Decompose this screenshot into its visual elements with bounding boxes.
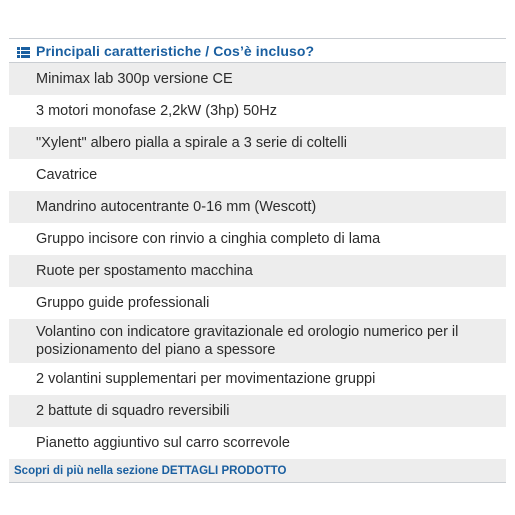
list-item: 2 battute di squadro reversibili [9, 395, 506, 427]
features-header [9, 38, 506, 63]
product-details-link[interactable]: Scopri di più nella sezione DETTAGLI PRODOTTO [14, 464, 287, 477]
list-item: 3 motori monofase 2,2kW (3hp) 50Hz [9, 95, 506, 127]
list-item: Mandrino autocentrante 0-16 mm (Wescott) [9, 191, 506, 223]
list-item: "Xylent" albero pialla a spirale a 3 serie di coltelli [9, 127, 506, 159]
features-panel [9, 38, 506, 483]
footer-bar [9, 459, 506, 483]
list-item: Minimax lab 300p versione CE [9, 63, 506, 95]
list-item: Gruppo guide professionali [9, 287, 506, 319]
list-item: Cavatrice [9, 159, 506, 191]
list-item: Volantino con indicatore gravitazionale ed orologio numerico per il posizionamento del piano a spessore [9, 319, 506, 363]
list-item: 2 volantini supplementari per movimentazione gruppi [9, 363, 506, 395]
list-item: Ruote per spostamento macchina [9, 255, 506, 287]
list-item: Pianetto aggiuntivo sul carro scorrevole [9, 427, 506, 459]
list-icon [17, 45, 30, 56]
features-list [9, 63, 506, 459]
features-title: Principali caratteristiche / Cos’è incluso? [36, 42, 315, 59]
list-item: Gruppo incisore con rinvio a cinghia completo di lama [9, 223, 506, 255]
